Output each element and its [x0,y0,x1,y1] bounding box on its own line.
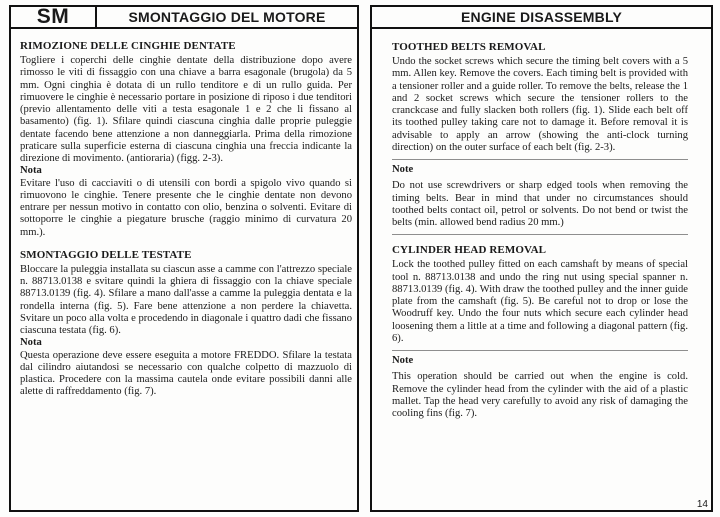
note-title-belt-en: Note [392,164,414,175]
section-title-belt-removal-en: TOOTHED BELTS REMOVAL [392,41,546,53]
divider [392,159,688,160]
section-badge: SM [9,5,97,29]
italian-column [20,40,352,399]
paragraph-belt-removal-en: Undo the socket screws which secure the timing belt covers with a 5 mm. Allen key. Remove the covers. Each timing belt is provided with a tensioner roller and a guide roller. To remove the belts, release the 1 and 2 socket screws which secure the tensioner rollers to the cranckcase and fully slacken both rollers (fig. 1). Slide each belt off its toothed pulley taking care not to damage it. Before removal it is advisable to apply an arrow (showing the anti-clock turning direction) on the outer surface of each belt (fig. 2-3). [392,56,688,153]
note-title-head-en: Note [392,355,414,366]
note-body-belt-en: Do not use screwdrivers or sharp edged tools when removing the timing belts. Bear in mind that under no circumstances should toothed belts contact oil, petrol or solvents. Do not bend or twist the belts (min. allowed bend radius 20 mm.) [392,180,688,228]
note-title-head-it: Nota [20,337,42,349]
note-title-belt-it: Nota [20,165,42,177]
italian-chapter-title: SMONTAGGIO DEL MOTORE [97,5,359,29]
note-body-belt-it: Evitare l'uso di cacciaviti o di utensili con bordi a spigolo vivo quando si rimuovono le cinghie. Tenere presente che le cinghie dentate non devono entrare per nessun motivo in contatto con olio, benzina o solventi. Evitare di sottoporre le cinghie a piegature brusche (raggio minimo di curvatura 20 mm.). [20,177,352,238]
section-title-head-removal-en: CYLINDER HEAD REMOVAL [392,244,547,257]
note-body-head-en: This operation should be carried out when the engine is cold. Remove the cylinder head from the cylinder with the aid of a plastic mallet. Tap the head very carefully to avoid any risk of damaging the cooling fins (fig. 7). [392,371,688,419]
page-header [0,0,720,31]
section-title-head-removal-it: SMONTAGGIO DELLE TESTATE [20,248,192,261]
paragraph-head-removal-en: Lock the toothed pulley fitted on each camshaft by means of special tool n. 88713.0138 and undo the ring nut using special spanner n. 88713.0139 (fig. 4). With draw the toothed pulley and the inner guide plate from the camshaft (fig. 5). Be careful not to drop or lose the Woodruff key. Undo the four nuts which secure each cylinder head loosening them a little at a time and following a diagonal pattern (fig. 6). [392,259,688,344]
paragraph-belt-removal-it: Togliere i coperchi delle cinghie dentate della distribuzione dopo avere rimosso le viti di fissaggio con una chiave a barra esagonale (brugola) da 5 mm. Ogni cinghia è dotata di un rullo tenditore e di un rullo guida. Per rimuovere le cinghie è necessario portare in posizione di riposo i due tenditori (previo allentamento delle viti a testa esagonale 1 e 2 che li fissano al basamento) (fig. 1). Sfilare quindi ciascuna cinghia dalle proprie puleggie dentate facendo bene attenzione a non danneggiarla. Prima della rimozione praticare sulla superficie esterna di ciascuna cinghia una freccia indicante la direzione di movimento. (antioraria) (figg. 2-3). [20,55,352,164]
page-number: 14 [696,499,708,510]
english-column [392,41,688,420]
note-body-head-it: Questa operazione deve essere eseguita a motore FREDDO. Sfilare la testata dal cilindro aiutandosi se necessario con qualche colpetto di mazzuolo di plastica. Procedere con la massima cautela onde evitare possibili danni alle alette di raffreddamento (fig. 7). [20,349,352,398]
paragraph-head-removal-it: Bloccare la puleggia installata su ciascun asse a camme con l'attrezzo speciale n. 88713.0138 e svitare quindi la ghiera di fissaggio con la chiave speciale 88713.0139 (fig. 4). Sfilare a mano dall'asse a camme la puleggia dentata e la rondella interna (fig. 5). Fare bene attenzione a non perdere la chiavetta. Svitare un poco alla volta e procedendo in diagonale i quattro dadi che fissano ciascuna testata (fig. 6). [20,263,352,336]
divider [392,350,688,351]
english-chapter-title: ENGINE DISASSEMBLY [370,5,713,29]
section-title-belt-removal-it: RIMOZIONE DELLE CINGHIE DENTATE [20,40,236,52]
divider [392,234,688,235]
